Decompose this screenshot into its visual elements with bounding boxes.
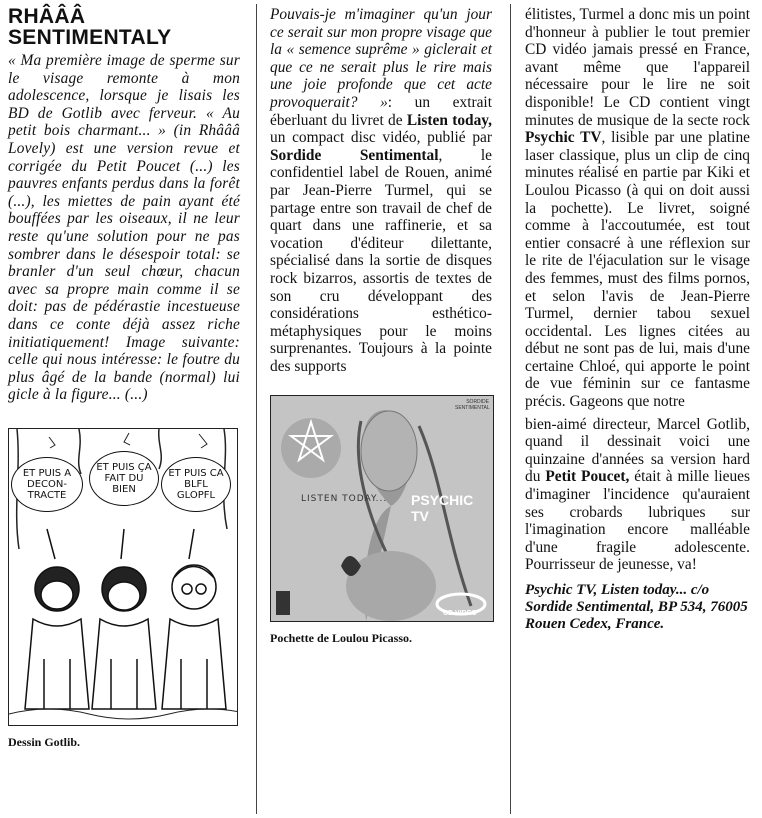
- column-3: [525, 6, 750, 633]
- bold-band-name: Psychic TV: [525, 129, 602, 147]
- cover-caption: Pochette de Loulou Picasso.: [270, 631, 412, 646]
- bold-title: Listen today,: [406, 111, 492, 129]
- speech-bubble: ET PUIS A DECON-TRACTE: [11, 457, 83, 512]
- column-rule: [256, 4, 257, 814]
- cd-cover-image: [270, 395, 494, 622]
- col2-paragraph: [270, 6, 492, 375]
- body-text: , lisible par une platine laser classique, plus un clip de cinq minutes réalisé en partie par Kiki et Loulou Picasso (à qui on doit aussi la pochette). Le livret, soigné comme à l'accoutumée, est tout entier consacré à une réflexion sur le rite de l'éjaculation sur le visage des femmes, must des films pornos, et selon l'avis de Jean-Pierre Turmel, dernier tabou sexuel occidental. Les lignes citées au début ne sont pas de lui, mais d'une certaine Chloé, qui apporte le point de vue féminin sur ce fantasme précis. Gageons que notre: [525, 129, 750, 411]
- kid-right: [162, 565, 226, 709]
- drawing-caption: Dessin Gotlib.: [8, 734, 81, 749]
- body-text: un compact disc vidéo, publié par: [270, 129, 492, 147]
- body-text: , le confidentiel label de Rouen, animé par Jean-Pierre Turmel, qui se partage entre son travail de chef de quart dans une raffinerie, et sa vocation d'éditeur dilettante, spécialisé dans la sortie de disques rock bizarros, assortis de textes de son cru développant des considérations esthético-métaphysiques pour le moins surprenantes. Toujours à la pointe des supports: [270, 146, 492, 375]
- body-text: élitistes, Turmel a donc mis un point d'honneur à publier le tout premier CD vidéo jamais pressé en France, avant même que l'appareil nécessaire pour le lire ne soit disponible! Le CD contient vingt minutes de musique de la secte rock: [525, 6, 750, 129]
- cd-video-logo: CD VIDEO: [443, 610, 477, 618]
- kid-middle: [92, 567, 156, 709]
- body-text: était à mille lieues d'imaginer l'incidence qu'auraient ses crobards lubriques sur l'imagination encore malléable d'une fragile adolescente. Pourrisseur de jeunesse, va!: [525, 468, 750, 574]
- speech-bubble: ET PUIS ÇA FAIT DU BIEN: [89, 451, 159, 506]
- column-rule: [510, 4, 511, 814]
- body-text: bien-aimé directeur, Marcel Gotlib, quand il dessinait voici une quinzaine d'années sa version hard du: [525, 415, 750, 486]
- kid-left: [25, 567, 89, 709]
- gotlib-drawing: [8, 428, 238, 726]
- article-title: [8, 6, 240, 48]
- band-name-text: PSYCHIC TV: [411, 492, 474, 525]
- bold-title: Petit Poucet,: [545, 468, 630, 486]
- speech-bubble: ET PUIS CA BLFL GLOPFL: [161, 457, 231, 512]
- label-logo: SORDIDE SENTIMENTAL: [455, 399, 490, 412]
- title-line-1: RHÂÂÂ: [8, 5, 86, 28]
- title-line-2: SENTIMENTALY: [8, 26, 172, 49]
- release-credit: Psychic TV, Listen today... c/o Sordide Sentimental, BP 534, 76005 Rouen Cedex, France.: [525, 582, 748, 632]
- col3-paragraph: [525, 6, 750, 411]
- bold-label: Sordide Sentimental: [270, 146, 439, 164]
- quote-continuation: Pouvais-je m'imaginer qu'un jour ce serait sur mon propre visage que la « semence suprême » giclerait et que ce ne serait plus le rire mais une joie profonde que cet acte provoquerait? »: [270, 6, 492, 111]
- body-text: : un extrait éberluant du livret de: [270, 93, 492, 129]
- column-1: [8, 6, 240, 750]
- column-2: [270, 6, 492, 646]
- col3-paragraph-2: [525, 416, 750, 574]
- quote-text: « Ma première image de sperme sur le visage remonte à mon adolescence, lorsque je lisais les BD de Gotlib avec ferveur. « Au petit bois charmant... » (in Rhâââ Lovely) est une version revue et corrigée du Petit Poucet (...) les pauvres enfants perdus dans la forêt (...), les miettes de pain ayant été bouffées par les oiseaux, il ne leur reste qu'une solution pour ne pas sombrer dans le désespoir total: se branler d'un seul chœur, chacun avec sa propre main comme il se doit: pas de pédérastie incestueuse dans ce conte déjà assez riche initiatiquement! Image suivante: celle qui nous intéresse: le foutre du plus âgé de la bande (normal) lui gicle à la figure... (...): [8, 52, 240, 404]
- listen-today-text: LISTEN TODAY...: [301, 494, 388, 505]
